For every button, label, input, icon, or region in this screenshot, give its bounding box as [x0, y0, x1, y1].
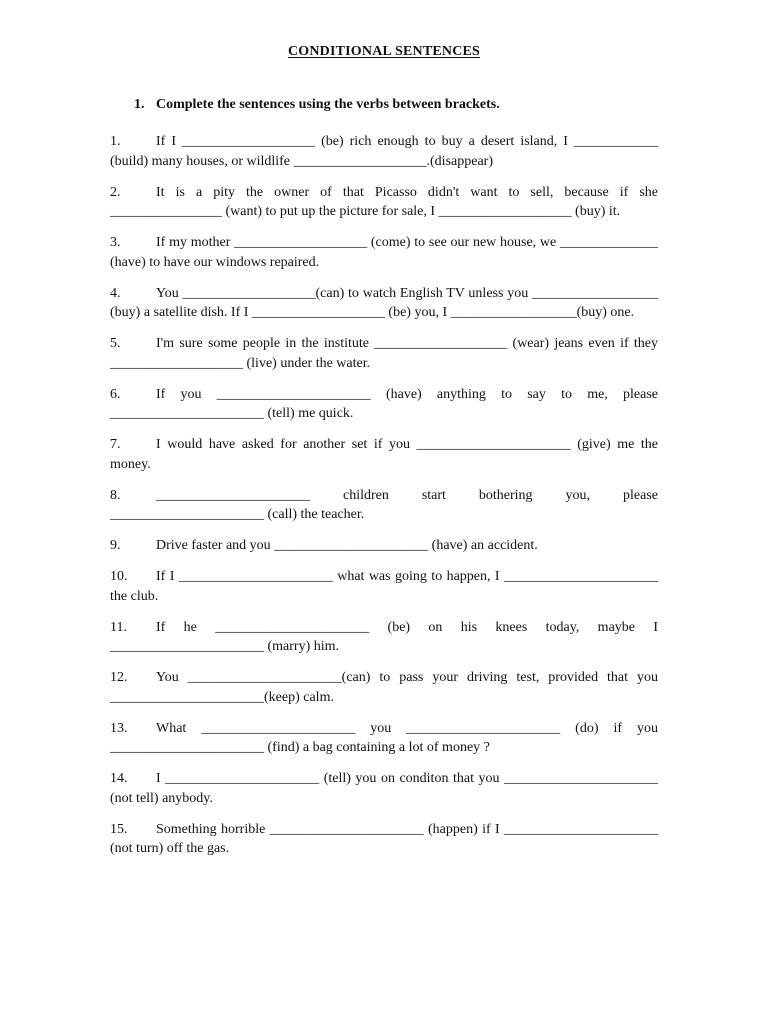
exercise-item: [110, 820, 658, 859]
item-text: Something horrible ______________________ (happen) if I ______________________ (not turn) off the gas.: [110, 821, 658, 856]
page-title: CONDITIONAL SENTENCES: [287, 44, 481, 59]
exercise-item: [110, 486, 658, 525]
exercise-item: [110, 668, 658, 707]
item-number: 9.: [110, 538, 121, 553]
item-number: 14.: [110, 771, 128, 786]
exercise-item: [110, 233, 658, 272]
item-text: If I ___________________ (be) rich enough to buy a desert island, I ____________ (build) many houses, or wildlife ___________________.(disappear): [110, 134, 658, 169]
item-text: If he ______________________ (be) on his knees today, maybe I ______________________ (marry) him.: [110, 619, 658, 654]
item-text: If you ______________________ (have) anything to say to me, please ______________________ (tell) me quick.: [110, 386, 658, 421]
item-number: 11.: [110, 619, 127, 635]
instruction-text: Complete the sentences using the verbs between brackets.: [156, 97, 500, 112]
item-text: ______________________ children start bothering you, please ______________________ (call) the teacher.: [110, 487, 658, 522]
item-number: 10.: [110, 569, 128, 584]
item-number: 2.: [110, 184, 121, 200]
item-text: I would have asked for another set if you ______________________ (give) me the money.: [110, 437, 658, 472]
item-number: 1.: [110, 134, 121, 149]
item-text: What ______________________ you ______________________ (do) if you ______________________ (find) a bag containing a lot of money ?: [110, 720, 658, 755]
item-text: If my mother ___________________ (come) to see our new house, we ______________ (have) to have our windows repaired.: [110, 235, 658, 270]
item-number: 13.: [110, 720, 128, 736]
item-text: If I ______________________ what was going to happen, I ______________________ the club.: [110, 569, 658, 604]
item-number: 7.: [110, 437, 121, 452]
item-number: 3.: [110, 235, 121, 250]
item-number: 5.: [110, 336, 121, 351]
item-number: 8.: [110, 487, 121, 503]
item-number: 4.: [110, 285, 121, 301]
exercise-item: [110, 719, 658, 758]
exercise-item: [110, 132, 658, 171]
item-text: I'm sure some people in the institute ___________________ (wear) jeans even if they ___________________ (live) under the water.: [110, 336, 658, 371]
item-number: 6.: [110, 386, 121, 402]
exercise-item: [110, 385, 658, 424]
exercise-item: [110, 567, 658, 606]
item-text: I ______________________ (tell) you on conditon that you ______________________ (not tell) anybody.: [110, 771, 658, 806]
exercise-item: [110, 769, 658, 808]
item-text: Drive faster and you ______________________ (have) an accident.: [156, 538, 538, 553]
exercise-item: [110, 183, 658, 222]
exercise-items: [110, 132, 658, 870]
instruction-number: 1.: [134, 97, 145, 112]
exercise-item: [110, 618, 658, 657]
item-number: 12.: [110, 670, 128, 685]
item-text: You ______________________(can) to pass your driving test, provided that you ______________________(keep) calm.: [110, 670, 658, 705]
exercise-item: [110, 536, 658, 556]
item-text: It is a pity the owner of that Picasso didn't want to sell, because if she ________________ (want) to put up the picture for sale, I ___________________ (buy) it.: [110, 184, 658, 219]
item-text: You ___________________(can) to watch English TV unless you __________________ (buy) a satellite dish. If I ___________________ (be) you, I __________________(buy) one.: [110, 285, 658, 320]
exercise-instruction: [134, 95, 500, 115]
exercise-item: [110, 435, 658, 474]
exercise-item: [110, 284, 658, 323]
exercise-item: [110, 334, 658, 373]
item-number: 15.: [110, 821, 128, 837]
